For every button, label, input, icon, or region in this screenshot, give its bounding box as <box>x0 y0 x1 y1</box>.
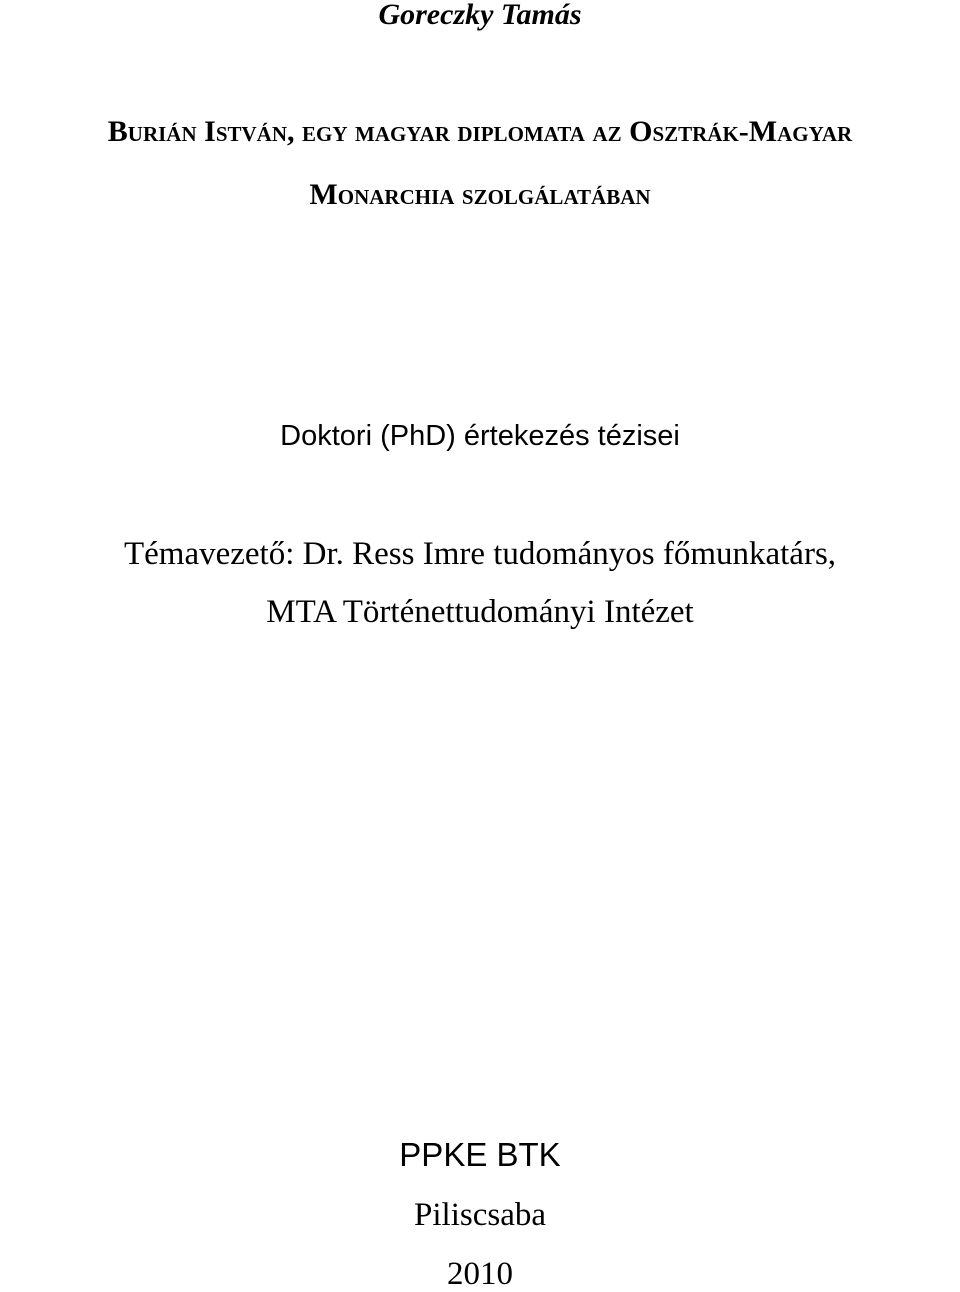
thesis-title-line-2: Monarchia szolgálatában <box>309 178 651 211</box>
city-name: Piliscsaba <box>414 1197 546 1233</box>
thesis-title-line-1: Burián István, egy magyar diplomata az Osztrák-Magyar <box>107 115 853 148</box>
document-subtitle: Doktori (PhD) értekezés tézisei <box>280 420 680 452</box>
supervisor-line-1: Témavezető: Dr. Ress Imre tudományos főmunkatárs, <box>123 536 837 572</box>
supervisor-line-2: MTA Történettudományi Intézet <box>266 594 694 630</box>
publication-year: 2010 <box>447 1256 513 1292</box>
institution-name: PPKE BTK <box>399 1136 561 1173</box>
author-name: Goreczky Tamás <box>378 0 582 31</box>
